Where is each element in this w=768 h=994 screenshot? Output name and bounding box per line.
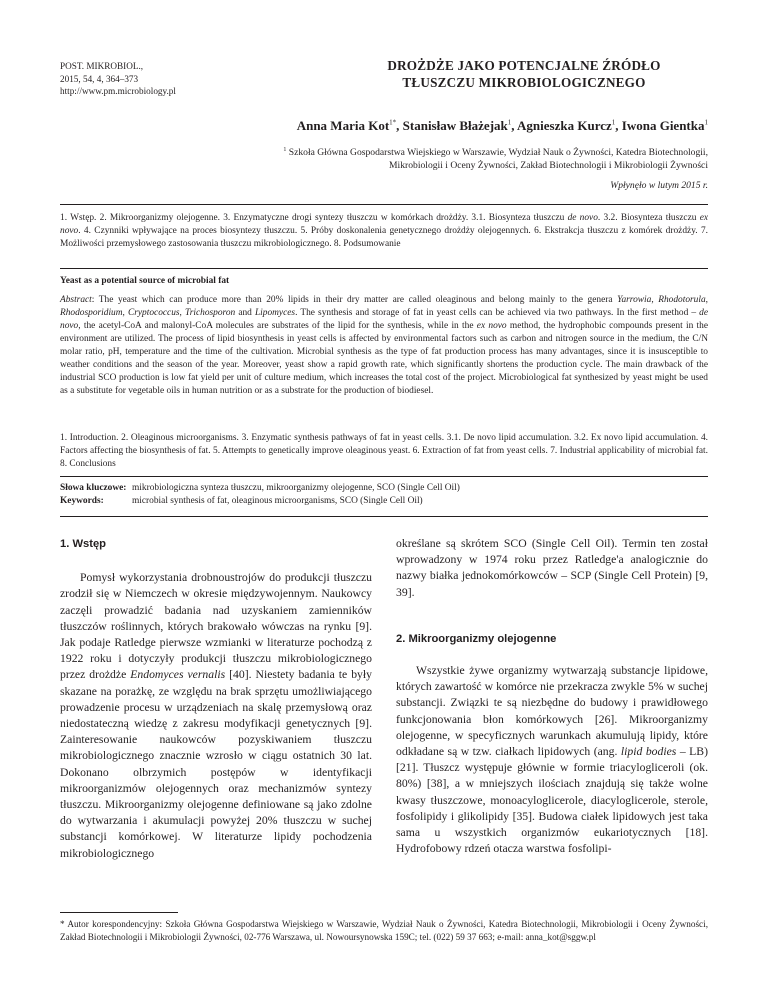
toc-text: 1. Wstęp. 2. Mikroorganizmy olejogenne. 3. Enzymatyczne drogi syntezy tłuszczu w komórkach drożdży. 3.1. Biosynteza tłuszczu: [60, 213, 568, 223]
english-title: Yeast as a potential source of microbial fat: [60, 276, 230, 286]
abstract-text: ,: [705, 295, 709, 305]
toc-english: 1. Introduction. 2. Oleaginous microorganisms. 3. Enzymatic synthesis pathways of fat in yeast cells. 3.1. De novo lipid accumulation. 3.2. Ex novo lipid accumulation. 4. Factors affecting the biosynthesis of fat. 5. Attempts to genetically improve oleaginous yeast. 6. Extraction of fat from yeast cells. 7. Industrial applicability of microbial fat. 8. Conclusions: [60, 433, 708, 469]
section-heading: 2. Mikroorganizmy olejogenne: [396, 632, 557, 645]
journal-abbrev: POST. MIKROBIOL.,: [60, 61, 144, 71]
abstract-label: Abstract: [60, 295, 92, 305]
divider: [60, 204, 708, 205]
keywords-label: Keywords:: [60, 496, 104, 506]
keywords-polish: [60, 482, 460, 495]
author-mark: 1: [611, 118, 616, 127]
author-mark: 1*: [389, 118, 397, 127]
section-heading: 1. Wstęp: [60, 538, 107, 550]
author-mark: 1: [507, 118, 512, 127]
keywords-label: Słowa kluczowe:: [60, 483, 127, 493]
toc-polish: [60, 212, 708, 251]
body-text: [40]. Niestety badania te były skazane na porażkę, ze względu na brak sprzętu umożliwiającego prowadzenie procesu w urządzeniach na skalę przemysłową oraz niedostateczną wiedzę z zakresu modyfikacji genetycznych [9]. Zainteresowanie naukowców pozyskiwaniem tłuszczu mikrobiologicznego znacznie wzrosło w ciągu ostatnich 30 lat. Dokonano olbrzymich postępów w identyfikacji mikroorganizmów olejogennych oraz mechanizmów syntezy tłuszczu. Mikroorganizmy olejogenne definiowane są jako zdolne do wytwarzania i akumulacji powyżej 20% tłuszczu w suchej substancji komórkowej. W literaturze lipidy pochodzenia mikrobiologicznego: [60, 668, 372, 860]
abstract-text: ,: [179, 308, 186, 318]
body-paragraph: [396, 663, 708, 857]
body-text: – LB) [21]. Tłuszcz występuje głównie w formie triacylogliceroli (ok. 80%) [38], a w mniejszych ilościach znajdują się także wolne kwasy tłuszczowe, monoacyloglicerole, diacyloglicerole, sterole, fosfolipidy i glikolipidy [35]. Budowa ciałek lipidowych jest taka sama u wszystkich organizmów eukariotycznych [18]. Hydrofobowy rdzeń otacza warstwa fosfolipi-: [396, 745, 708, 856]
affiliation: [148, 144, 708, 172]
author-name: Stanisław Błażejak: [402, 118, 508, 133]
keywords-english: [60, 495, 423, 508]
divider: [60, 268, 708, 269]
toc-text: . 4. Czynniki wpływające na proces biosyntezy tłuszczu. 5. Próby doskonalenia genetycznego drożdży olejogennych. 6. Ekstrakcja tłuszczu z komórek drożdży. 7. Możliwości przemysłowego zastosowania tłuszczu mikrobiologicznego. 8. Podsumowanie: [60, 226, 708, 249]
title-line-2: TŁUSZCZU MIKROBIOLOGICZNEGO: [402, 75, 646, 90]
divider: [60, 476, 708, 477]
column-left: [60, 536, 372, 862]
genus: Trichosporon: [185, 308, 236, 318]
author-name: Iwona Gientka: [621, 118, 705, 133]
species-name: Endomyces vernalis: [130, 668, 226, 682]
body-term: lipid bodies: [620, 745, 677, 759]
abstract-term: ex novo: [476, 321, 507, 331]
abstract: [60, 294, 708, 398]
column-right: [396, 536, 708, 857]
body-text: Wszystkie żywe organizmy wytwarzają substancje lipidowe, których zawartość w komórce nie przekracza zwykle 5% w suchej substancji. Związki te są niezbędne do budowy i prawidłowego funkcjonowania błon komórkowych [26]. Mikroorganizmy olejogenne, w specyficznych warunkach akumulują lipidy, które odkładane są w tzw. ciałkach lipidowych (ang.: [396, 664, 708, 759]
abstract-text: ,: [122, 308, 128, 318]
journal-url[interactable]: http://www.pm.microbiology.pl: [60, 86, 176, 96]
toc-term: de novo: [567, 213, 598, 223]
body-paragraph: określane są skrótem SCO (Single Cell Oil). Termin ten został wprowadzony w 1974 roku przez Ratledge'a analogicznie do nazwy białka jednokomórkowców – SCP (Single Cell Protein) [9, 39].: [396, 537, 708, 599]
footnote: * Autor korespondencyjny: Szkoła Główna Gospodarstwa Wiejskiego w Warszawie, Wydział Nauk o Żywności, Katedra Biotechnologii, Mikrobiologii i Oceny Żywności, Zakład Biotechnologii i Mikrobiologii Żywności, 02-776 Warszawa, ul. Nowoursynowska 159C; tel. (022) 59 37 663; e-mail: anna_kot@sggw.pl: [60, 919, 708, 942]
paper-title: [340, 57, 708, 91]
journal-volume: 2015, 54, 4, 364–373: [60, 73, 139, 84]
abstract-text: method, the hydrophobic compounds present in the environment are utilized. The process of lipid biosynthesis in yeast cells is affected by environmental factors such as carbon and nitrogen source in the medium, the C/N molar ratio, pH, temperature and the time of the cultivation. Microbial synthesis as the type of fat production process has many advantages, since it is insusceptible to weather conditions and the season of the year. Moreover, yeast show a rapid growth rate, which significantly shortens the production cycle. The main drawback of the industrial SCO production is low fat yield per unit of culture medium, which increases the total cost of the project. Microbiological fat synthesized by yeast might be used as a substitute for vegetable oils in human nutrition or as a substrate for the production of biodiesel.: [60, 321, 708, 396]
footnote-rule: [60, 912, 178, 913]
affiliation-mark: 1: [283, 147, 287, 153]
title-line-1: DROŻDŻE JAKO POTENCJALNE ŹRÓDŁO: [387, 58, 661, 73]
abstract-text: . The synthesis and storage of fat in yeast cells can be achieved via two pathways. In the first method –: [295, 308, 700, 318]
keywords-value: mikrobiologiczna synteza tłuszczu, mikroorganizmy olejogenne, SCO (Single Cell Oil): [132, 483, 460, 493]
toc-term: ex novo: [60, 213, 709, 236]
author-sep: ,: [615, 118, 622, 133]
genus: Cryptococcus: [127, 308, 180, 318]
author-sep: ,: [396, 118, 403, 133]
abstract-text: , the acetyl-CoA and malonyl-CoA molecules are substrates of the lipid for the synthesis, while in the: [78, 321, 477, 331]
genus: Rhodosporidium: [60, 308, 123, 318]
affiliation-line-2: Mikrobiologii i Oceny Żywności, Zakład Biotechnologii i Mikrobiologii Żywności: [389, 160, 708, 172]
abstract-text: ,: [651, 295, 659, 305]
toc-text: . 3.2. Biosynteza tłuszczu: [597, 213, 700, 223]
abstract-text: and: [235, 308, 255, 318]
journal-citation: [60, 60, 176, 98]
body-paragraph: [60, 570, 372, 862]
divider: [60, 516, 708, 517]
author-name: Anna Maria Kot: [296, 118, 390, 133]
genus: Lipomyces: [254, 308, 296, 318]
author-sep: ,: [511, 118, 518, 133]
abstract-term: de novo: [60, 308, 709, 331]
affiliation-line-1: Szkoła Główna Gospodarstwa Wiejskiego w Warszawie, Wydział Nauk o Żywności, Katedra Biotechnologii,: [288, 147, 708, 159]
author-list: [297, 118, 708, 134]
abstract-text: : The yeast which can produce more than 20% lipids in their dry matter are called oleaginous and belong mainly to the genera: [91, 295, 618, 305]
author-name: Agnieszka Kurcz: [517, 118, 612, 133]
received-date: Wpłynęło w lutym 2015 r.: [610, 180, 708, 191]
genus: Rhodotorula: [658, 295, 706, 305]
body-text: Pomysł wykorzystania drobnoustrojów do produkcji tłuszczu zrodził się w Niemczech w okresie międzywojennym. Naukowcy zaczęli prowadzić badania nad uzyskaniem zamienników tłuszczów roślinnych, których brakowało wówczas na rynku [9]. Jak podaje Ratledge pierwsze wzmianki w literaturze pochodzą z 1922 roku i dotyczyły produkcji tłuszczu mikrobiologicznego przez drożdże: [60, 571, 372, 682]
genus: Yarrowia: [617, 295, 652, 305]
author-mark: 1: [704, 118, 708, 127]
keywords-value: microbial synthesis of fat, oleaginous microorganisms, SCO (Single Cell Oil): [132, 496, 423, 506]
